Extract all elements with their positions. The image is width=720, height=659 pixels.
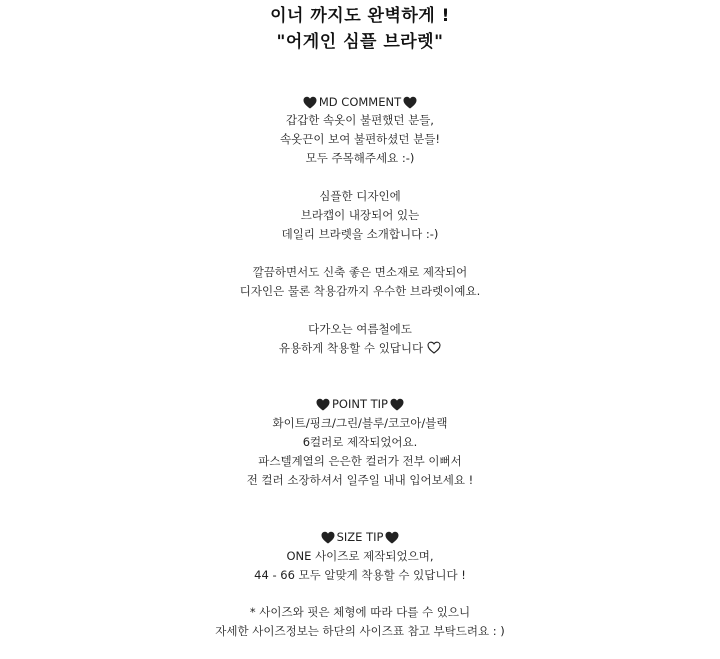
size-tip-line: 자세한 사이즈정보는 하단의 사이즈표 참고 부탁드려요 : ) (215, 624, 505, 638)
md-comment-line: 모두 주목해주세요 :-) (305, 151, 415, 165)
md-comment-line: 속옷끈이 보여 불편하셨던 분들! (280, 132, 440, 146)
heart-icon (316, 398, 330, 411)
md-comment-line: 깔끔하면서도 신축 좋은 면소재로 제작되어 (252, 265, 468, 279)
md-comment-line: 다가오는 여름철에도 (308, 322, 412, 336)
point-tip-label: POINT TIP (331, 397, 388, 411)
point-tip-line: 화이트/핑크/그린/블루/코코아/블랙 (272, 416, 448, 430)
point-tip-line: 파스텔계열의 은은한 컬러가 전부 이뻐서 (258, 454, 462, 468)
size-tip-label: SIZE TIP (336, 530, 384, 544)
md-comment-line: 브라캡이 내장되어 있는 (300, 208, 420, 222)
md-comment-line: 갑갑한 속옷이 불편했던 분들, (286, 113, 434, 127)
size-tip-heading (0, 527, 720, 547)
size-tip-line: 44 - 66 모두 알맞게 착용할 수 있답니다 ! (254, 568, 466, 582)
page-title: 이너 까지도 완벽하게 ! (270, 6, 450, 26)
md-comment-closing-text: 유용하게 착용할 수 있답니다 (278, 341, 424, 355)
size-tip-line: ONE 사이즈로 제작되었으며, (286, 549, 434, 563)
md-comment-line: 심플한 디자인에 (319, 189, 401, 203)
point-tip-line: 전 컬러 소장하셔서 일주일 내내 입어보세요 ! (246, 473, 474, 487)
md-comment-line: 데일리 브라렛을 소개합니다 :-) (281, 227, 439, 241)
heart-icon (385, 531, 399, 544)
heart-icon (321, 531, 335, 544)
point-tip-line: 6컬러로 제작되었어요. (302, 435, 418, 449)
heart-icon (390, 398, 404, 411)
heart-icon (303, 96, 317, 109)
md-comment-line: 디자인은 물론 착용감까지 우수한 브라렛이예요. (239, 284, 481, 298)
heart-outline-icon (427, 340, 441, 353)
md-comment-heading (0, 92, 720, 112)
point-tip-heading (0, 394, 720, 414)
size-tip-line: * 사이즈와 핏은 체형에 따라 다를 수 있으니 (249, 605, 471, 619)
heart-icon (403, 96, 417, 109)
md-comment-label: MD COMMENT (318, 95, 402, 109)
page-subtitle: "어게인 심플 브라렛" (276, 32, 444, 52)
md-comment-line-last (0, 338, 720, 358)
